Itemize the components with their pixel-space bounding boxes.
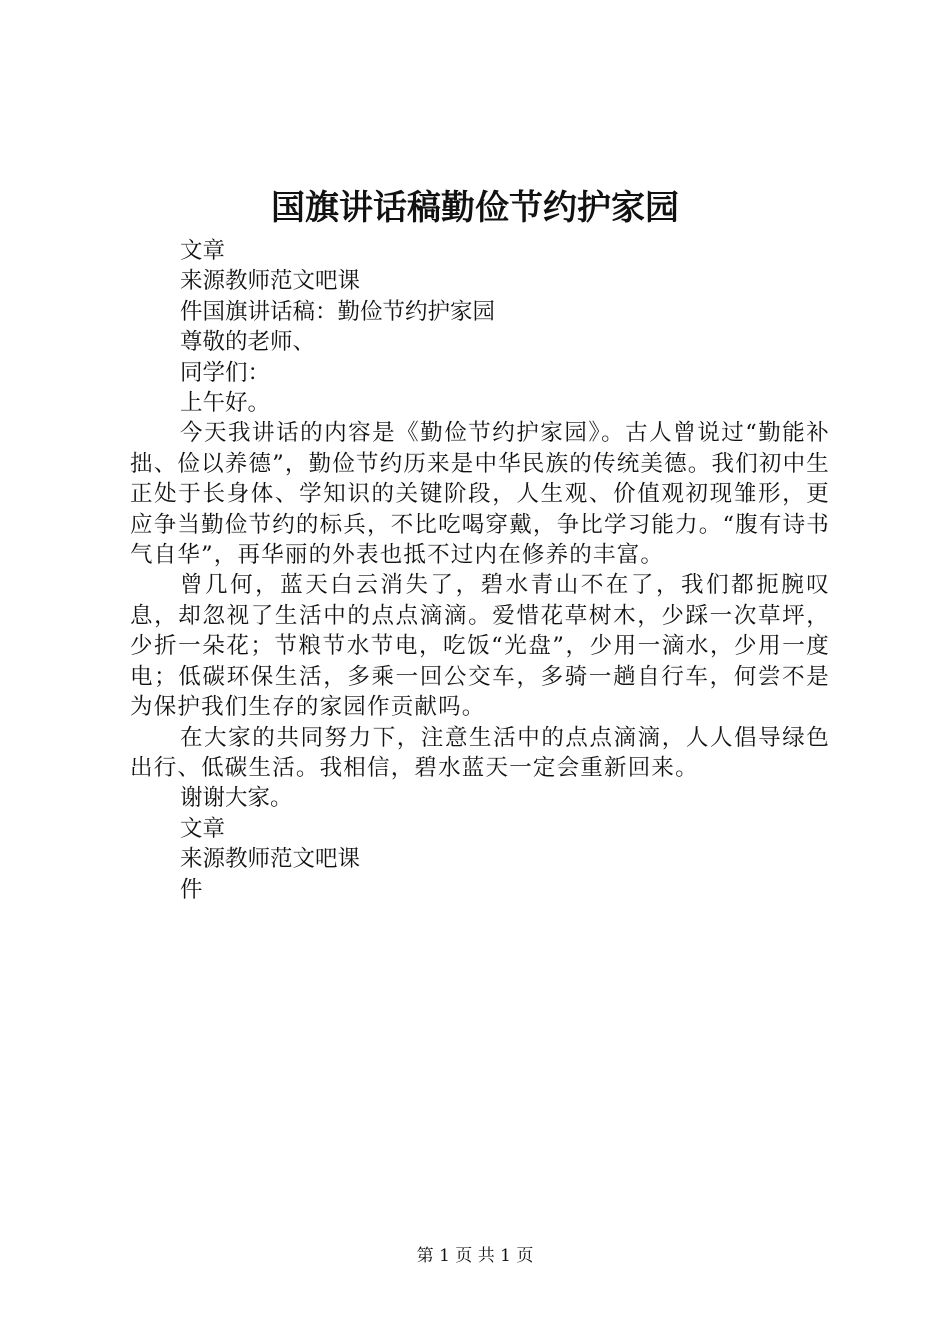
header-line: 上午好。: [180, 390, 271, 417]
page-footer: 第 1 页 共 1 页: [416, 1246, 534, 1266]
closing-line: 文章: [180, 815, 226, 842]
header-line: 件国旗讲话稿：勤俭节约护家园: [180, 298, 496, 325]
body-paragraph: 在大家的共同努力下，注意生活中的点点滴滴，人人倡导绿色出行、低碳生活。我相信，碧水蓝天一定会重新回来。: [130, 724, 830, 781]
document-body: [130, 236, 830, 905]
header-line: 同学们：: [180, 359, 271, 386]
body-paragraph: 曾几何，蓝天白云消失了，碧水青山不在了，我们都扼腕叹息，却忽视了生活中的点点滴滴。爱惜花草树木，少踩一次草坪，少折一朵花；节粮节水节电，吃饭“光盘”，少用一滴水，少用一度电；低碳环保生活，多乘一回公交车，多骑一趟自行车，何尝不是为保护我们生存的家园作贡献吗。: [130, 572, 830, 721]
header-line: 文章: [180, 238, 226, 264]
header-line: 尊敬的老师、: [180, 329, 316, 356]
closing-line: 谢谢大家。: [180, 785, 293, 812]
header-line: 来源教师范文吧课: [180, 268, 361, 295]
document-title: 国旗讲话稿勤俭节约护家园: [271, 188, 679, 228]
closing-line: 来源教师范文吧课: [180, 846, 361, 873]
closing-line: 件: [180, 876, 203, 903]
body-paragraph: 今天我讲话的内容是《勤俭节约护家园》。古人曾说过“勤能补拙、俭以养德”，勤俭节约历来是中华民族的传统美德。我们初中生正处于长身体、学知识的关键阶段，人生观、价值观初现雏形，更应争当勤俭节约的标兵，不比吃喝穿戴，争比学习能力。“腹有诗书气自华”，再华丽的外表也抵不过内在修养的丰富。: [130, 420, 831, 569]
